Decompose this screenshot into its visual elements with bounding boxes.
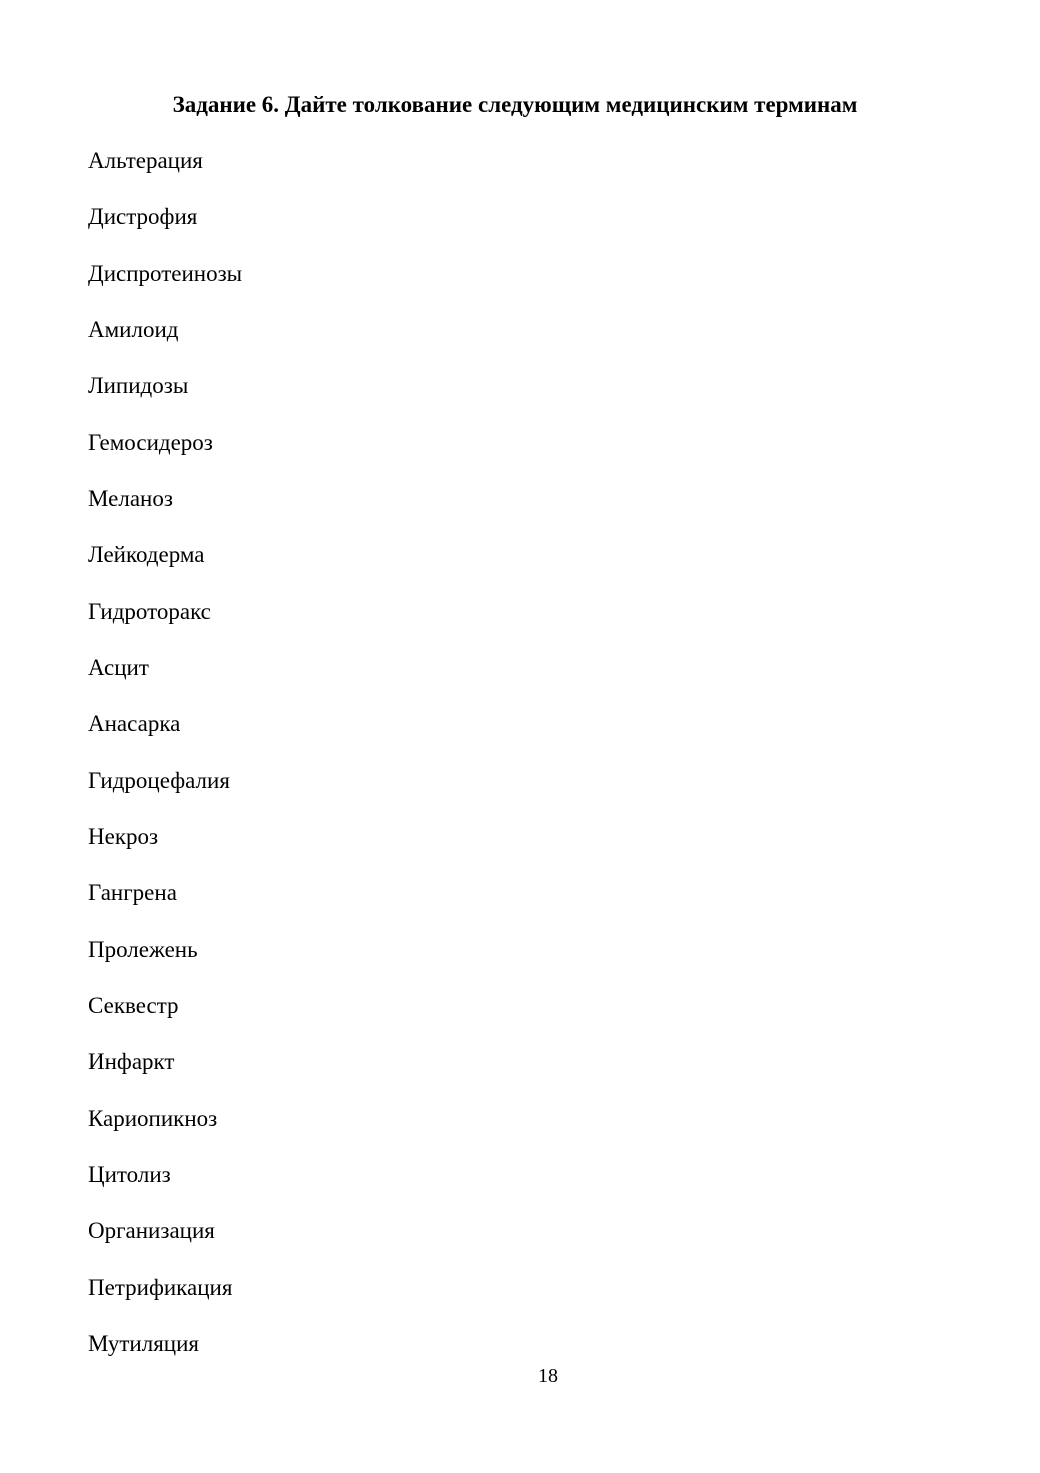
term-item: Петрификация — [88, 1274, 233, 1300]
term-item: Липидозы — [88, 373, 189, 399]
term-item: Секвестр — [88, 992, 179, 1018]
term-item: Кариопикноз — [88, 1105, 218, 1131]
term-item: Диспротеинозы — [88, 260, 243, 286]
term-item: Анасарка — [88, 711, 181, 737]
task-heading: Задание 6. Дайте толкование следующим медицинским терминам — [172, 92, 858, 117]
term-item: Инфаркт — [88, 1049, 175, 1075]
term-item: Асцит — [88, 654, 149, 680]
term-item: Лейкодерма — [88, 542, 205, 568]
term-item: Организация — [88, 1218, 215, 1244]
term-item: Амилоид — [88, 316, 179, 342]
term-item: Меланоз — [88, 485, 173, 511]
term-item: Пролежень — [88, 936, 198, 962]
term-item: Мутиляция — [88, 1330, 199, 1356]
term-item: Гидроцефалия — [88, 767, 230, 793]
term-item: Дистрофия — [88, 204, 198, 230]
term-item: Цитолиз — [88, 1161, 171, 1187]
page-number: 18 — [538, 1365, 558, 1387]
term-item: Альтерация — [88, 148, 203, 173]
term-item: Гангрена — [88, 880, 177, 906]
terms-list — [88, 144, 242, 1383]
term-item: Гемосидероз — [88, 429, 213, 455]
term-item: Некроз — [88, 823, 159, 849]
term-item: Гидроторакс — [88, 598, 211, 624]
